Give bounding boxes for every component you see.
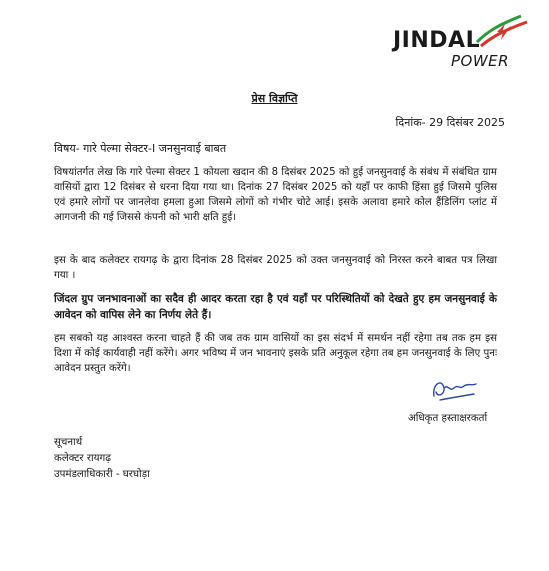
cc-list — [54, 435, 150, 483]
cc-item: कलेक्टर रायगढ़ — [54, 453, 112, 464]
jindal-power-logo — [393, 12, 533, 70]
body-paragraph: विषयांतर्गत लेख कि गारे पेल्मा सेक्टर 1 कोयला खदान की 8 दिसंबर 2025 को हुई जनसुनवाई के संबंध में संबंधित ग्राम वासियों द्वारा 12 दिसंबर से धरना दिया गया था। दिनांक 27 दिसंबर 2025 को यहाँ पर काफी हिंसा हुई जिसमे पुलिस एवं हमारे लोगों पर जानलेवा हमला हुआ जिसमे लोगों को गंभीर चोटे आई। इसके अलावा हमारे कोल हैंडिलिंग प्लांट में आगजनी की गई जिससे कंपनी को भारी क्षति हुई। — [54, 167, 497, 223]
logo-text-power: POWER — [451, 52, 510, 70]
lightning-mark-icon — [471, 12, 533, 52]
body-paragraph: हम सबको यह आश्वस्त करना चाहते हैं की जब तक ग्राम वासियों का इस संदर्भ में समर्थन नहीं रहेगा तब तक हम इस दिशा में कोई कार्यवाही नहीं करेंगे। अगर भविष्य में जन भावनाएं इसके प्रति अनुकूल रहेगा तब हम जनसुनवाई के लिए पुनः आवेदन प्रस्तुत करेंगे। — [54, 333, 497, 374]
page-title: प्रेस विज्ञप्ति — [251, 92, 298, 105]
handwritten-signature — [428, 374, 480, 406]
decision-paragraph: जिंदल ग्रुप जनभावनाओं का सदैव ही आदर करता रहा है एवं यहाँ पर परिस्थितियों को देखते हुए हम जनसुनवाई के आवेदन को वापिस लेने का निर्णय लेते हैं। — [54, 293, 497, 321]
cc-item: सूचनार्थ — [54, 437, 83, 448]
cc-item: उपमंडलाधिकारी - घरघोड़ा — [54, 469, 150, 480]
signatory-label: अधिकृत हस्ताक्षरकर्ता — [408, 413, 488, 424]
logo-text-jindal: JINDAL — [393, 28, 481, 53]
document-date: दिनांक- 29 दिसंबर 2025 — [395, 116, 505, 129]
document-subject: विषय- गारे पेल्मा सेक्टर-I जनसुनवाई बाबत — [54, 142, 227, 155]
body-paragraph: इस के बाद कलेक्टर रायगढ़ के द्वारा दिनांक 28 दिसंबर 2025 को उक्त जनसुनवाई को निरस्त करने बाबत पत्र लिखा गया । — [54, 255, 497, 281]
